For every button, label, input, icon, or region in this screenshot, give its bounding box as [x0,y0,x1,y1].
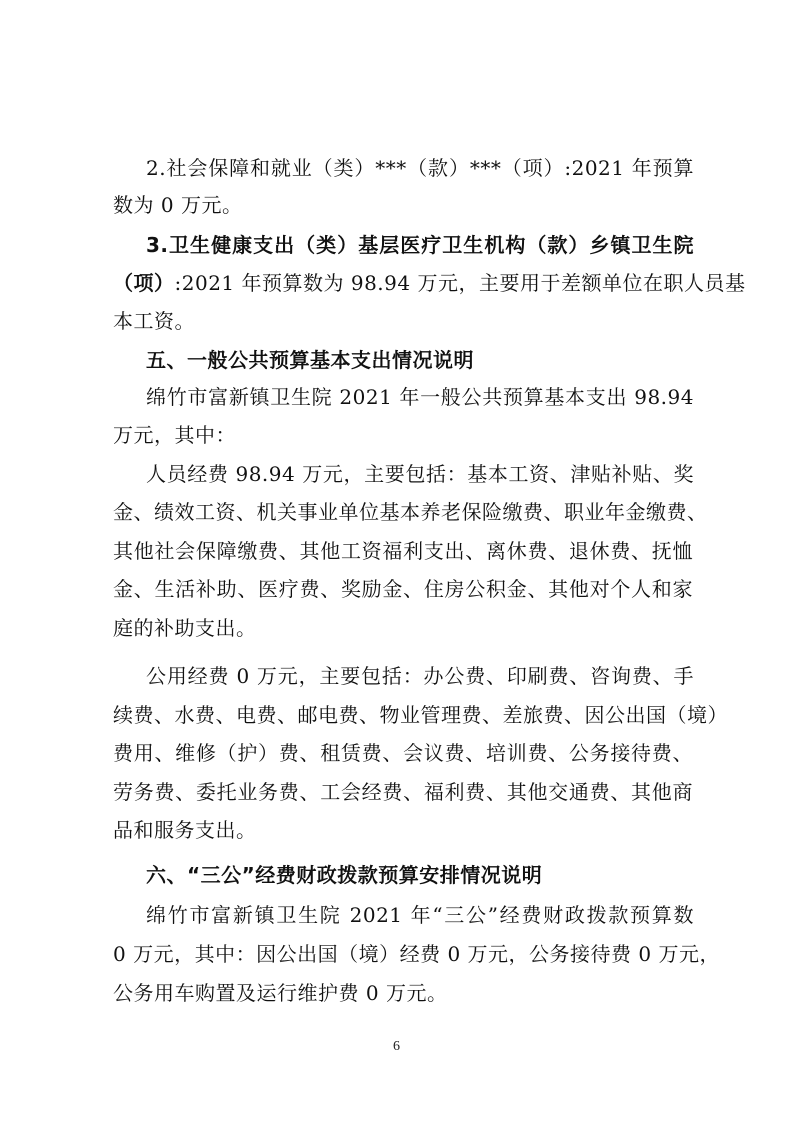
item2-line2: 数为 0 万元。 [113,193,243,217]
item2-line1: 2.社会保障和就业（类）***（款）***（项）:2021 年预算 [146,156,694,180]
personnel-line-3: 其他社会保障缴费、其他工资福利支出、离休费、退休费、抚恤 [113,539,693,563]
personnel-line-2: 金、绩效工资、机关事业单位基本养老保险缴费、职业年金缴费、 [113,500,708,524]
section6-line-2: 0 万元，其中：因公出国（境）经费 0 万元，公务接待费 0 万元， [113,942,720,966]
section6-heading: 六、“三公”经费财政拨款预算安排情况说明 [146,863,543,887]
item3-line2-bold: （项） [113,271,175,295]
section6-line-3: 公务用车购置及运行维护费 0 万元。 [113,981,448,1005]
personnel-line-1: 人员经费 98.94 万元，主要包括：基本工资、津贴补贴、奖 [146,462,694,486]
item3-title: 3.卫生健康支出（类）基层医疗卫生机构（款）乡镇卫生院 [146,233,694,257]
section5-heading: 五、一般公共预算基本支出情况说明 [146,348,474,372]
item3-line3: 本工资。 [113,309,195,333]
public-line-4: 劳务费、委托业务费、工会经费、福利费、其他交通费、其他商 [113,780,693,804]
personnel-line-4: 金、生活补助、医疗费、奖励金、住房公积金、其他对个人和家 [113,577,693,601]
public-line-2: 续费、水费、电费、邮电费、物业管理费、差旅费、因公出国（境） [113,703,728,727]
public-line-5: 品和服务支出。 [113,818,257,842]
item3-line2 [113,271,746,295]
section5-intro-line2: 万元，其中： [113,423,236,447]
public-line-1: 公用经费 0 万元，主要包括：办公费、印刷费、咨询费、手 [146,664,694,688]
section6-line-1: 绵竹市富新镇卫生院 2021 年“三公”经费财政拨款预算数 [146,903,694,927]
section5-intro-line1: 绵竹市富新镇卫生院 2021 年一般公共预算基本支出 98.94 [146,385,694,409]
page-number: 6 [393,1039,400,1054]
personnel-line-5: 庭的补助支出。 [113,616,257,640]
item3-line2-rest: :2021 年预算数为 98.94 万元，主要用于差额单位在职人员基 [174,271,746,295]
public-line-3: 费用、维修（护）费、租赁费、会议费、培训费、公务接待费、 [113,741,693,765]
